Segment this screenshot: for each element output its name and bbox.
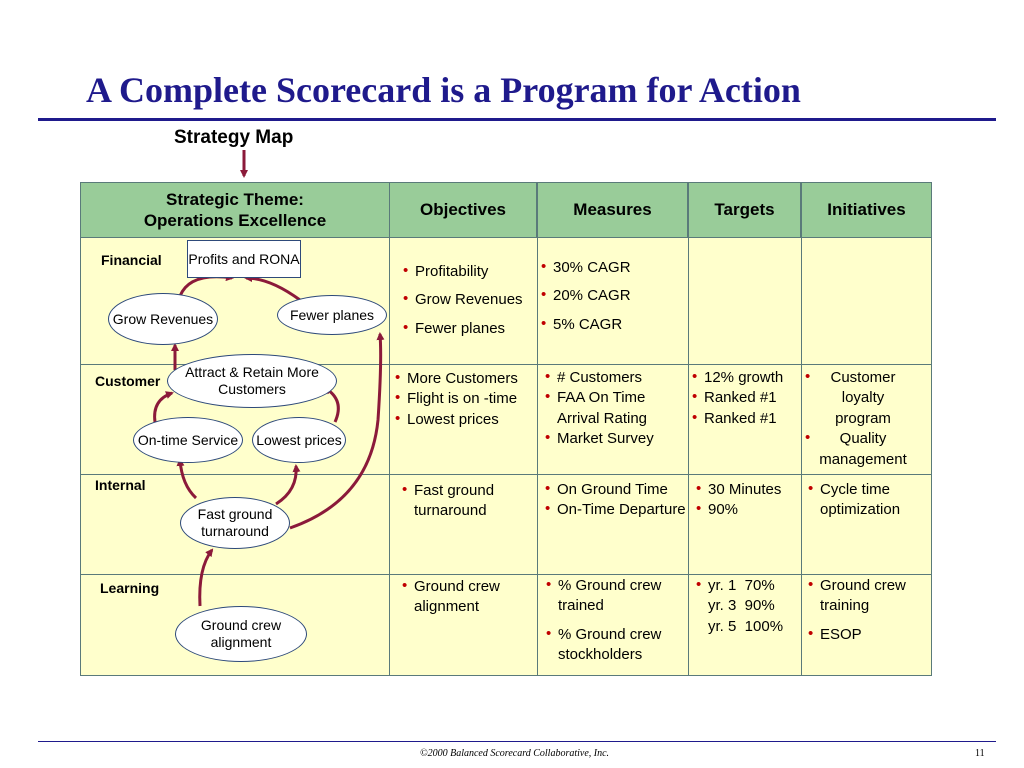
arrow-grow-revenues-to-profits	[180, 277, 232, 296]
internal-initiatives	[808, 480, 928, 521]
row-label-learning: Learning	[100, 580, 160, 596]
list-item: • Ranked #1	[692, 409, 800, 429]
internal-measures	[545, 480, 687, 521]
list-item: • Flight is on -time	[395, 389, 537, 409]
list-item: • # Customers	[545, 368, 687, 388]
node-ground-crew-alignment: Ground crew alignment	[175, 606, 307, 662]
list-item: • Ground crew training	[808, 576, 928, 617]
learning-objectives	[402, 577, 532, 618]
node-grow-revenues: Grow Revenues	[108, 293, 218, 345]
customer-initiatives	[805, 368, 909, 470]
page-title: A Complete Scorecard is a Program for Action	[86, 70, 801, 110]
node-fewer-planes: Fewer planes	[277, 295, 387, 335]
list-item: • 5% CAGR	[541, 315, 686, 335]
header-theme-line1: Strategic Theme:	[166, 189, 304, 209]
list-item: • Fewer planes	[403, 319, 537, 339]
node-profits-rona: Profits and RONA	[187, 240, 301, 278]
list-item: • 30% CAGR	[541, 258, 686, 278]
list-item: • Ranked #1	[692, 388, 800, 408]
customer-targets	[692, 368, 800, 429]
list-item: • 20% CAGR	[541, 286, 686, 306]
financial-objectives	[403, 262, 537, 339]
list-item: • Ground crew alignment	[402, 577, 532, 618]
learning-measures	[546, 576, 686, 666]
header-theme-line2: Operations Excellence	[143, 211, 327, 230]
list-item: • More Customers	[395, 369, 537, 389]
footer-page-number: 11	[975, 748, 985, 759]
header-initiatives: Initiatives	[801, 182, 932, 238]
list-item: • Cycle time optimization	[808, 480, 928, 521]
arrow-ground-crew-to-fast-turnaround	[200, 550, 212, 606]
list-item: • Grow Revenues	[403, 290, 537, 310]
customer-objectives	[395, 369, 537, 430]
list-item: • Customer loyalty program	[805, 368, 909, 429]
row-label-customer: Customer	[95, 373, 161, 389]
footer-copyright: ©2000 Balanced Scorecard Collaborative, Inc.	[420, 748, 610, 759]
list-item: • Profitability	[403, 262, 537, 282]
internal-targets	[696, 480, 800, 521]
list-item: • Quality management	[805, 429, 909, 470]
list-item: • % Ground crew stockholders	[546, 625, 686, 666]
list-item: • yr. 1 70% yr. 3 90% yr. 5 100%	[696, 576, 800, 637]
learning-initiatives	[808, 576, 928, 645]
header-measures: Measures	[537, 182, 688, 238]
header-targets: Targets	[688, 182, 801, 238]
list-item: • FAA On Time Arrival Rating	[545, 388, 687, 429]
node-on-time-service: On-time Service	[133, 417, 243, 463]
list-item: • Lowest prices	[395, 410, 537, 430]
list-item: • On Ground Time	[545, 480, 687, 500]
row-label-internal: Internal	[95, 477, 146, 493]
arrow-fewer-planes-to-profits	[246, 278, 300, 300]
list-item: • 12% growth	[692, 368, 800, 388]
arrow-fast-turnaround-to-lowest-prices	[276, 466, 296, 504]
list-item: • Market Survey	[545, 429, 687, 449]
header-objectives: Objectives	[389, 182, 537, 238]
list-item: • On-Time Departure	[545, 500, 687, 520]
learning-targets	[696, 576, 800, 637]
financial-measures	[541, 258, 686, 335]
footer-divider	[38, 741, 996, 742]
node-attract-retain: Attract & Retain More Customers	[167, 354, 337, 408]
list-item: • 30 Minutes	[696, 480, 800, 500]
row-label-financial: Financial	[101, 252, 162, 268]
strategy-map-label: Strategy Map	[174, 127, 294, 148]
list-item: • ESOP	[808, 625, 928, 645]
internal-objectives	[402, 481, 532, 522]
list-item: • Fast ground turnaround	[402, 481, 532, 522]
list-item: • 90%	[696, 500, 800, 520]
node-lowest-prices: Lowest prices	[252, 417, 346, 463]
list-item: • % Ground crew trained	[546, 576, 686, 617]
node-fast-ground-turnaround: Fast ground turnaround	[180, 497, 290, 549]
customer-measures	[545, 368, 687, 450]
arrow-fast-turnaround-to-on-time	[180, 460, 196, 498]
